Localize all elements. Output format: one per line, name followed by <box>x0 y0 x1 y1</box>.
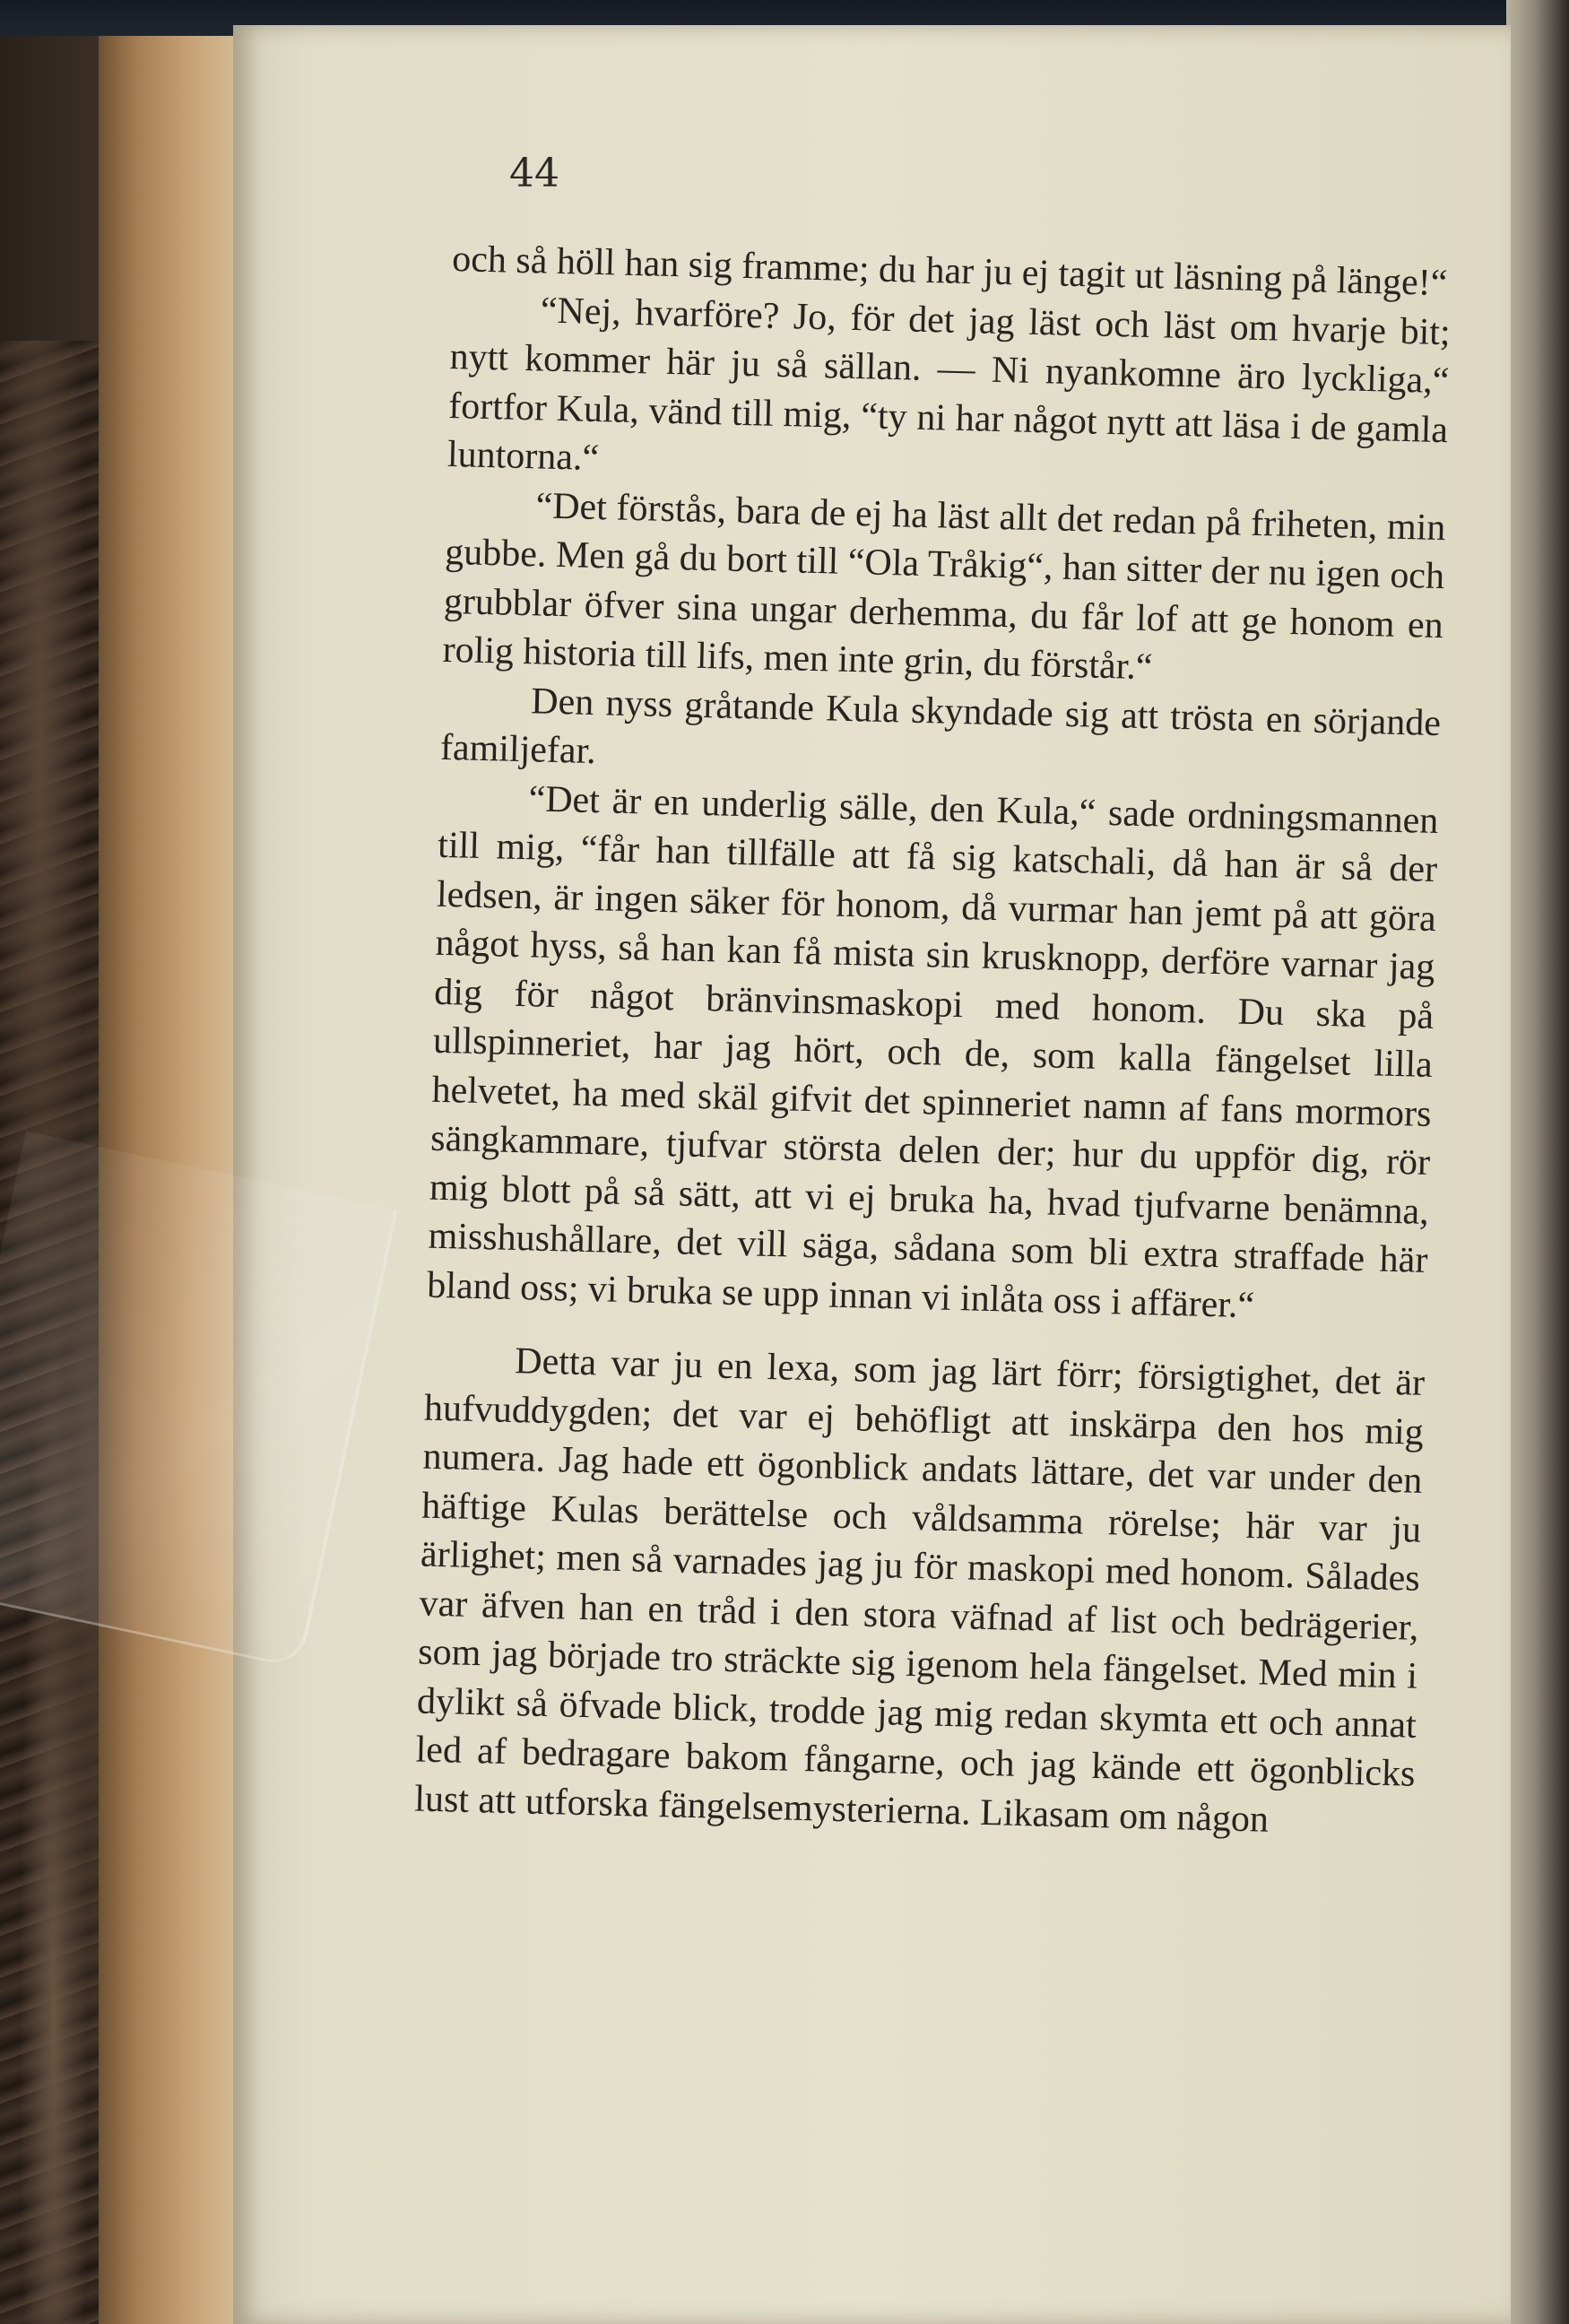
paragraph: och så höll han sig framme; du har ju ej tagit ut läsning på länge!“ <box>451 238 1448 305</box>
paragraph: Detta var ju en lexa, som jag lärt förr; försigtighet, det är hufvuddygden; det var ej behöfligt att inskärpa den hos mig numera. Jag hade ett ögonblick andats lättare, det var under den häftige Kulas berättelse och våldsamma rörelse; här var ju ärlighet; men så varnades jag ju för maskopi med honom. Sålades var äfven han en tråd i den stora väfnad af list och bedrägerier, som jag började tro sträckte sig igenom hela fängelset. Med min i dylikt så öfvade blick, trodde jag mig redan skymta ett och annat led af bedragare bakom fångarne, och jag kände ett ögonblicks lust att utforska fängelsemysterierna. Likasam om någon <box>413 1340 1426 1841</box>
page-text <box>414 235 1452 1848</box>
left-page-edges <box>99 36 251 2324</box>
paragraph: “Nej, hvarföre? Jo, för det jag läst och läst om hvarje bit; nytt kommer här ju så sällan. — Ni nyankomne äro lyckliga,“ fortfor Kula, vänd till mig, “ty ni har något nytt att läsa i de gamla luntorna.“ <box>446 289 1452 480</box>
right-page-edge <box>1506 0 1569 2324</box>
paragraph: Den nyss gråtande Kula skyndade sig att trösta en sörjande familjefar. <box>439 680 1442 773</box>
paragraph: “Det förstås, bara de ej ha läst allt det redan på friheten, min gubbe. Men gå du bort till “Ola Tråkig“, han sitter der nu igen och grubblar öfver sina ungar derhemma, du får lof att ge honom en rolig historia till lifs, men inte grin, du förstår.“ <box>442 484 1446 689</box>
page-number: 44 <box>509 151 559 196</box>
paragraph: “Det är en underlig sälle, den Kula,“ sade ordningsmannen till mig, “får han tillfälle att få sig katschali, då han är så der ledsen, är ingen säker för honom, då vurmar han jemt på att göra något hyss, så han kan få mista sin krusknopp, derföre varnar jag dig för något bränvinsmaskopi med honom. Du ska på ullspinneriet, har jag hört, och de, som kalla fängelset lilla helvetet, ha med skäl gifvit det spinneriet namn af fans mormors sängkammare, tjufvar största delen der; hur du uppför dig, rör mig blott på så sätt, att vi ej bruka ha, hvad tjufvarne benämna, misshushållare, det vill säga, sådana som bli extra straffade här bland oss; vi bruka se upp innan vi inlåta oss i affärer.“ <box>426 777 1439 1326</box>
